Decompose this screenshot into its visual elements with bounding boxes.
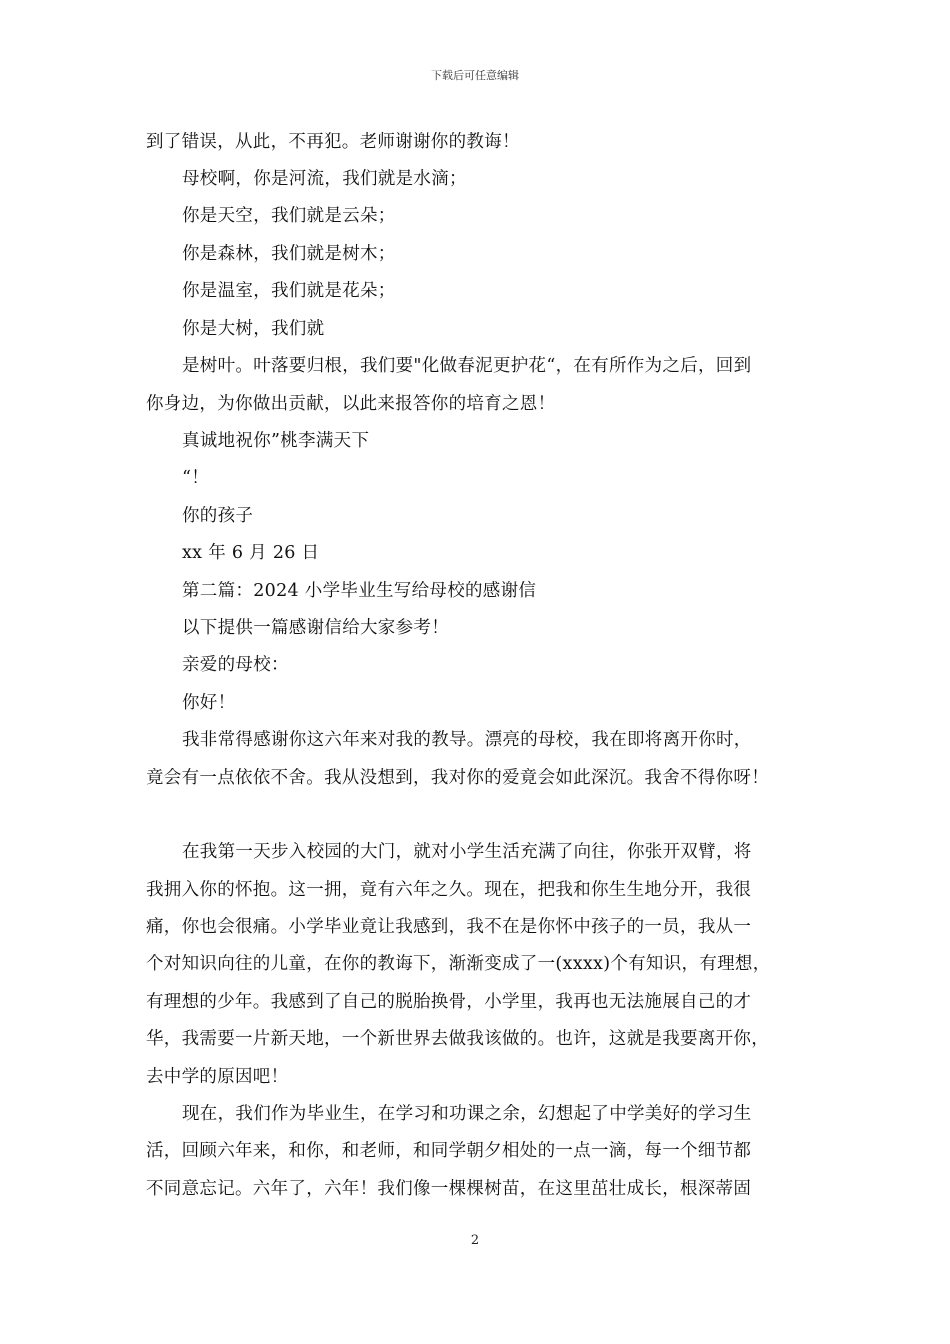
text-line: 你身边，为你做出贡献，以此来报答你的培育之恩！ bbox=[146, 394, 556, 414]
text-line: 个对知识向往的儿童，在你的教诲下，渐渐变成了一(xxxx)个有知识，有理想， bbox=[146, 954, 771, 974]
text-line: 我拥入你的怀抱。这一拥，竟有六年之久。现在，把我和你生生地分开，我很 bbox=[146, 880, 752, 900]
text-line: 现在，我们作为毕业生，在学习和功课之余，幻想起了中学美好的学习生 bbox=[182, 1104, 752, 1124]
page-header: 下载后可任意编辑 bbox=[431, 69, 519, 82]
text-line: 你是温室，我们就是花朵； bbox=[182, 281, 396, 301]
text-line: 有理想的少年。我感到了自己的脱胎换骨，小学里，我再也无法施展自己的才 bbox=[146, 992, 752, 1012]
text-line: 你的孩子 bbox=[182, 506, 254, 526]
text-line: 你是天空，我们就是云朵； bbox=[182, 206, 396, 226]
text-line: “！ bbox=[182, 468, 210, 488]
text-line: 你是大树，我们就 bbox=[182, 319, 325, 339]
text-line: 你好！ bbox=[182, 693, 236, 713]
text-line: 真诚地祝你”桃李满天下 bbox=[182, 431, 370, 451]
text-line: 第二篇：2024 小学毕业生写给母校的感谢信 bbox=[182, 581, 537, 601]
text-line: 到了错误，从此，不再犯。老师谢谢你的教诲！ bbox=[146, 132, 520, 152]
text-line: 亲爱的母校： bbox=[182, 655, 289, 675]
text-line: 我非常得感谢你这六年来对我的教导。漂亮的母校，我在即将离开你时， bbox=[182, 730, 752, 750]
text-line: 去中学的原因吧！ bbox=[146, 1067, 289, 1087]
page-number: 2 bbox=[470, 1233, 480, 1248]
text-line: 是树叶。叶落要归根，我们要"化做春泥更护花“，在有所作为之后，回到 bbox=[182, 356, 752, 376]
text-line: 活，回顾六年来，和你，和老师，和同学朝夕相处的一点一滴，每一个细节都 bbox=[146, 1141, 752, 1161]
text-line: xx 年 6 月 26 日 bbox=[182, 543, 320, 563]
text-line: 以下提供一篇感谢信给大家参考！ bbox=[182, 618, 449, 638]
text-line: 竟会有一点依依不舍。我从没想到，我对你的爱竟会如此深沉。我舍不得你呀！ bbox=[146, 768, 769, 788]
text-line: 在我第一天步入校园的大门，就对小学生活充满了向往，你张开双臂，将 bbox=[182, 842, 752, 862]
text-line: 你是森林，我们就是树木； bbox=[182, 244, 396, 264]
text-line: 华，我需要一片新天地，一个新世界去做我该做的。也许，这就是我要离开你， bbox=[146, 1029, 769, 1049]
text-line: 痛，你也会很痛。小学毕业竟让我感到，我不在是你怀中孩子的一员，我从一 bbox=[146, 917, 752, 937]
text-line: 母校啊，你是河流，我们就是水滴； bbox=[182, 169, 467, 189]
text-line: 不同意忘记。六年了，六年！我们像一棵棵树苗，在这里茁壮成长，根深蒂固 bbox=[146, 1179, 752, 1199]
